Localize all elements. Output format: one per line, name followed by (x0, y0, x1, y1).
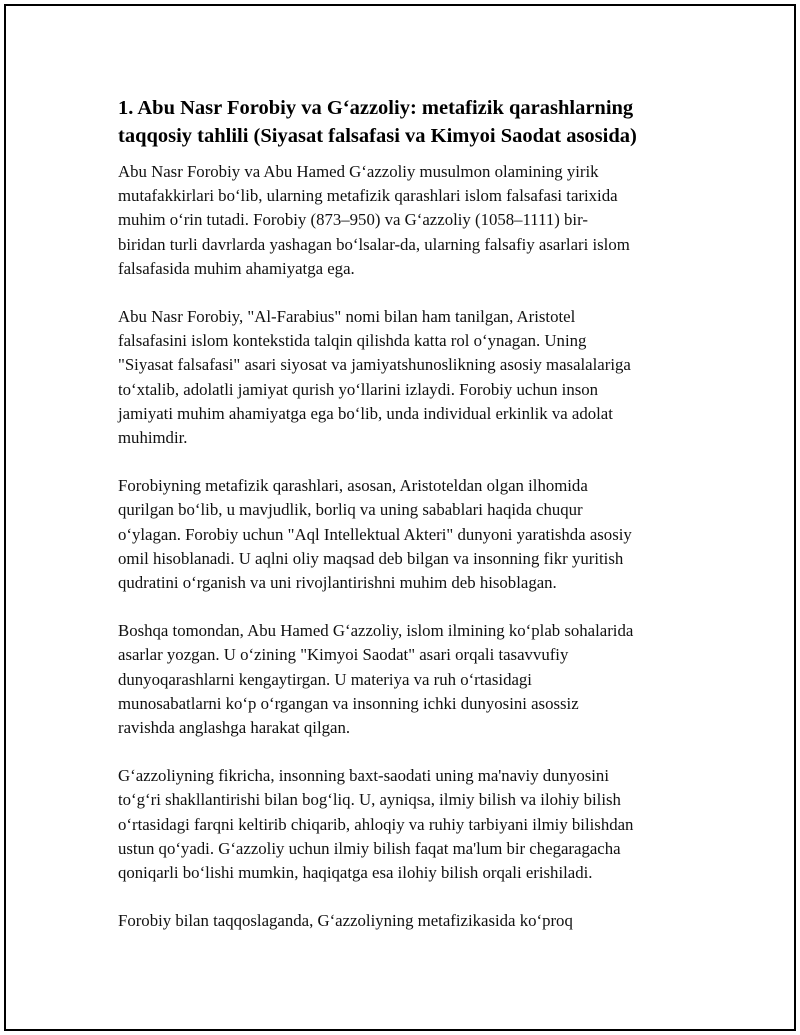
paragraph-gazzoliy-happiness: G‘azzoliyning fikricha, insonning baxt-saodati uning ma'naviy dunyosini to‘g‘ri shakllantirishi bilan bog‘liq. U, ayniqsa, ilmiy bilish va ilohiy bilish o‘rtasidagi farqni keltirib chiqarib, ahloqiy va ruhiy tarbiyani ilmiy bilishdan ustun qo‘yadi. G‘azzoliy uchun ilmiy bilish faqat ma'lum bir chegaragacha qoniqarli bo‘lishi mumkin, haqiqatga esa ilohiy bilish orqali erishiladi. (118, 766, 634, 883)
paragraph-comparison: Forobiy bilan taqqoslaganda, G‘azzoliyning metafizikasida ko‘proq (118, 911, 573, 931)
paragraph-gazzoliy-works: Boshqa tomondan, Abu Hamed G‘azzoliy, islom ilmining ko‘plab sohalarida asarlar yozgan. U o‘zining "Kimyoi Saodat" asari orqali tasavvufiy dunyoqarashlarni kengaytirgan. U materiya va ruh o‘rtasidagi munosabatlarni ko‘p o‘rgangan va insonning ichki dunyosini asossiz ravishda anglashga harakat qilgan. (118, 621, 634, 738)
paragraph-intro: Abu Nasr Forobiy va Abu Hamed G‘azzoliy musulmon olamining yirik mutafakkirlari bo‘lib, ularning metafizik qarashlari islom falsafasi tarixida muhim o‘rin tutadi. Forobiy (873–950) va G‘azzoliy (1058–1111) bir- biridan turli davrlarda yashagan bo‘lsalar-da, ularning falsafiy asarlari islom falsafasida muhim ahamiyatga ega. (118, 162, 630, 278)
section-heading: 1. Abu Nasr Forobiy va G‘azzoliy: metafizik qarashlarning taqqosiy tahlili (Siyasat falsafasi va Kimyoi Saodat asosida) (118, 97, 637, 147)
paragraph-forobiy-metaphysics: Forobiyning metafizik qarashlari, asosan, Aristoteldan olgan ilhomida qurilgan bo‘lib, u mavjudlik, borliq va uning sabablari haqida chuqur o‘ylagan. Forobiy uchun "Aql Intellektual Akteri" dunyoni yaratishda asosiy omil hisoblanadi. U aqlni oliy maqsad deb bilgan va insonning fikr yuritish qudratini o‘rganish va uni rivojlantirishni muhim deb hisoblagan. (118, 476, 632, 593)
document-body (118, 94, 698, 957)
paragraph-forobiy-politics: Abu Nasr Forobiy, "Al-Farabius" nomi bilan ham tanilgan, Aristotel falsafasini islom kontekstida talqin qilishda katta rol o‘ynagan. Uning "Siyasat falsafasi" asari siyosat va jamiyatshunoslikning asosiy masalalariga to‘xtalib, adolatli jamiyat qurish yo‘llarini izlaydi. Forobiy uchun inson jamiyati muhim ahamiyatga ega bo‘lib, unda individual erkinlik va adolat muhimdir. (118, 307, 631, 448)
